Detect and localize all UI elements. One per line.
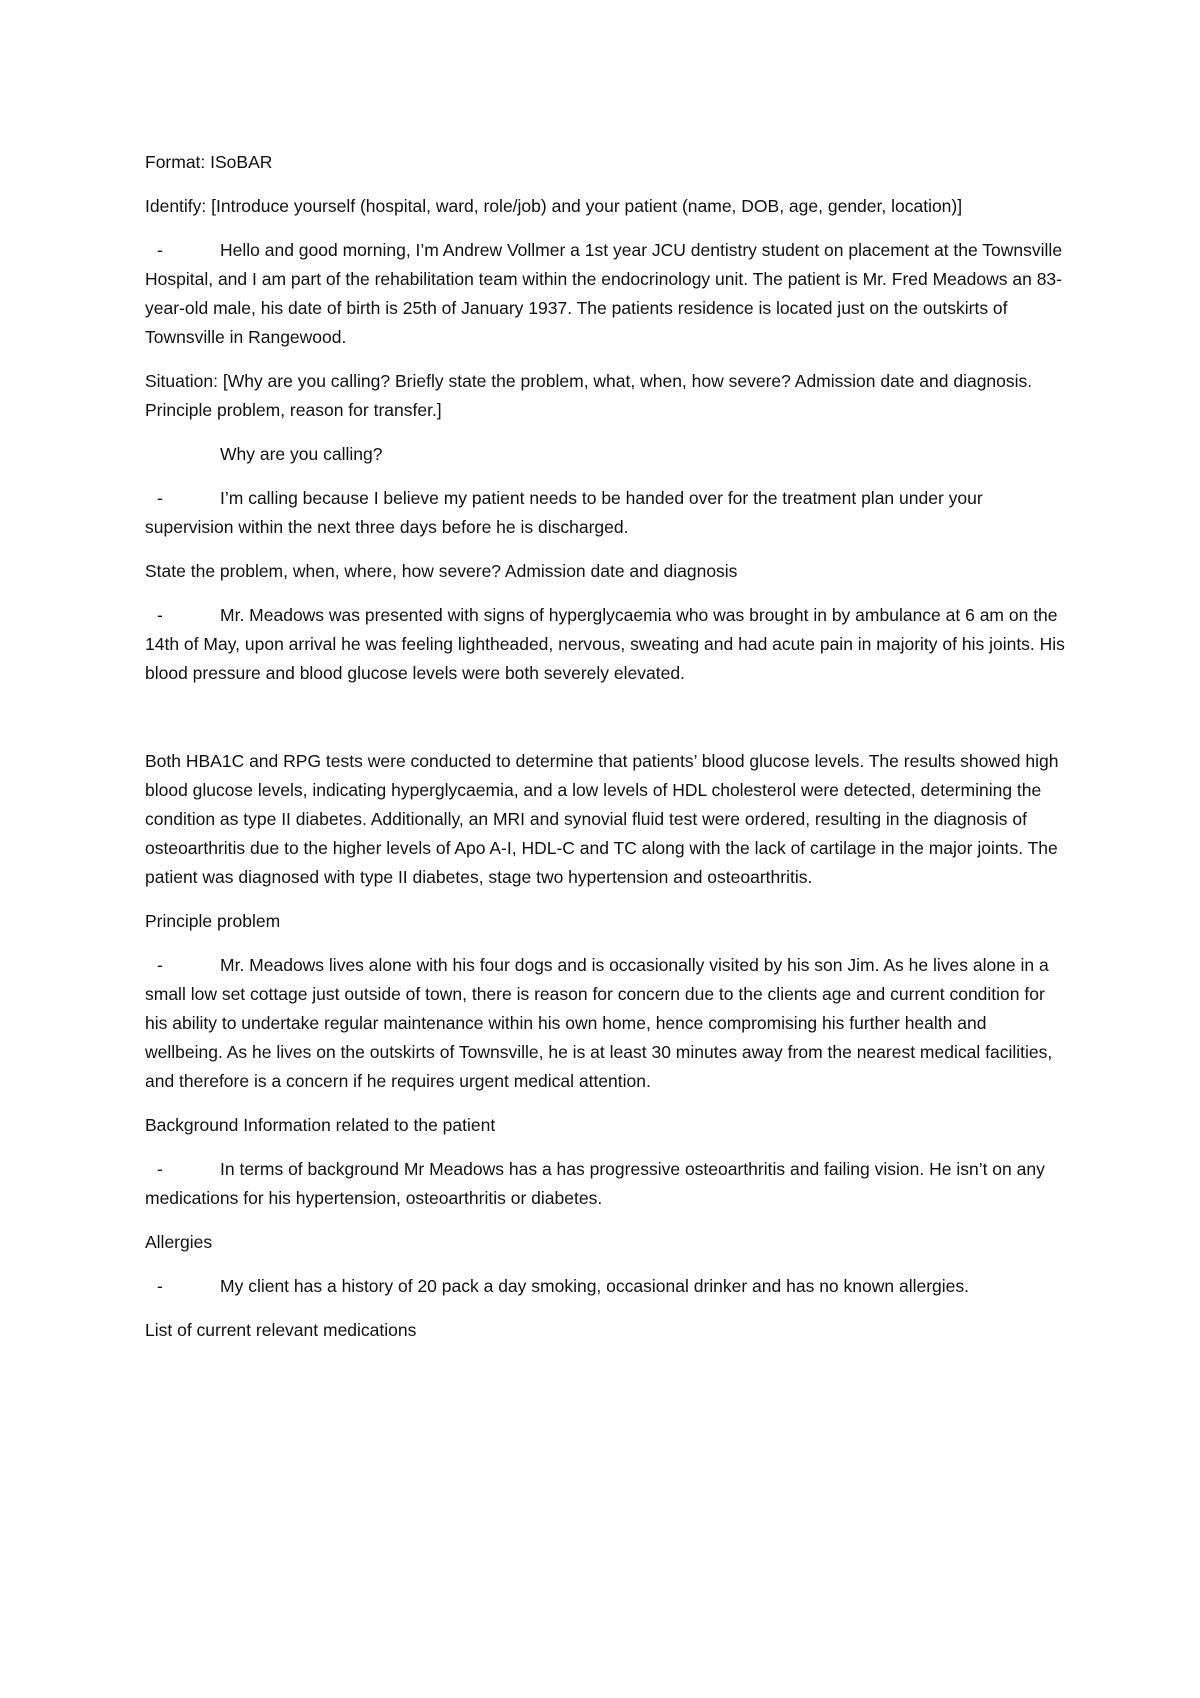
identify-paragraph	[145, 236, 1065, 352]
document-body	[145, 148, 1065, 1360]
blank-line	[145, 703, 1065, 747]
state-problem-heading: State the problem, when, where, how severe? Admission date and diagnosis	[145, 561, 738, 581]
tests-paragraph: Both HBA1C and RPG tests were conducted to determine that patients’ blood glucose levels. The results showed high blood glucose levels, indicating hyperglycaemia, and a low levels of HDL cholesterol were detected, determining the condition as type II diabetes. Additionally, an MRI and synovial fluid test were ordered, resulting in the diagnosis of osteoarthritis due to the higher levels of Apo A-I, HDL-C and TC along with the lack of cartilage in the major joints. The patient was diagnosed with type II diabetes, stage two hypertension and osteoarthritis.	[145, 751, 1059, 887]
background-paragraph	[145, 1155, 1065, 1213]
list-dash: -	[157, 1276, 163, 1296]
allergies-heading: Allergies	[145, 1232, 213, 1252]
list-dash: -	[157, 488, 163, 508]
state-problem-paragraph	[145, 601, 1065, 688]
medications-heading: List of current relevant medications	[145, 1320, 417, 1340]
principle-problem-text: Mr. Meadows lives alone with his four dogs and is occasionally visited by his son Jim. As he lives alone in a small low set cottage just outside of town, there is reason for concern due to the clients age and current condition for his ability to undertake regular maintenance within his own home, hence compromising his further health and wellbeing. As he lives on the outskirts of Townsville, he is at least 30 minutes away from the nearest medical facilities, and therefore is a concern if he requires urgent medical attention.	[145, 955, 1053, 1091]
identify-text: Hello and good morning, I’m Andrew Vollmer a 1st year JCU dentistry student on placement at the Townsville Hospital, and I am part of the rehabilitation team within the endocrinology unit. The patient is Mr. Fred Meadows an 83-year-old male, his date of birth is 25th of January 1937. The patients residence is located just on the outskirts of Townsville in Rangewood.	[145, 240, 1063, 347]
principle-problem-heading: Principle problem	[145, 911, 281, 931]
list-dash: -	[157, 240, 163, 260]
background-heading: Background Information related to the patient	[145, 1115, 496, 1135]
why-calling-paragraph	[145, 484, 1065, 542]
list-dash: -	[157, 955, 163, 975]
allergies-text: My client has a history of 20 pack a day smoking, occasional drinker and has no known allergies.	[220, 1276, 970, 1296]
list-dash: -	[157, 605, 163, 625]
background-text: In terms of background Mr Meadows has a has progressive osteoarthritis and failing vision. He isn’t on any medications for his hypertension, osteoarthritis or diabetes.	[145, 1159, 1045, 1208]
allergies-paragraph	[145, 1272, 1065, 1301]
why-calling-heading: Why are you calling?	[220, 444, 383, 464]
state-problem-text: Mr. Meadows was presented with signs of hyperglycaemia who was brought in by ambulance at 6 am on the 14th of May, upon arrival he was feeling lightheaded, nervous, sweating and had acute pain in majority of his joints. His blood pressure and blood glucose levels were both severely elevated.	[145, 605, 1065, 683]
why-calling-text: I’m calling because I believe my patient needs to be handed over for the treatment plan under your supervision within the next three days before he is discharged.	[145, 488, 983, 537]
list-dash: -	[157, 1159, 163, 1179]
principle-problem-paragraph	[145, 951, 1065, 1096]
format-line: Format: ISoBAR	[145, 152, 273, 172]
identify-prompt: Identify: [Introduce yourself (hospital, ward, role/job) and your patient (name, DOB, age, gender, location)]	[145, 196, 963, 216]
situation-prompt: Situation: [Why are you calling? Briefly state the problem, what, when, how severe? Admission date and diagnosis. Principle problem, reason for transfer.]	[145, 371, 1033, 420]
